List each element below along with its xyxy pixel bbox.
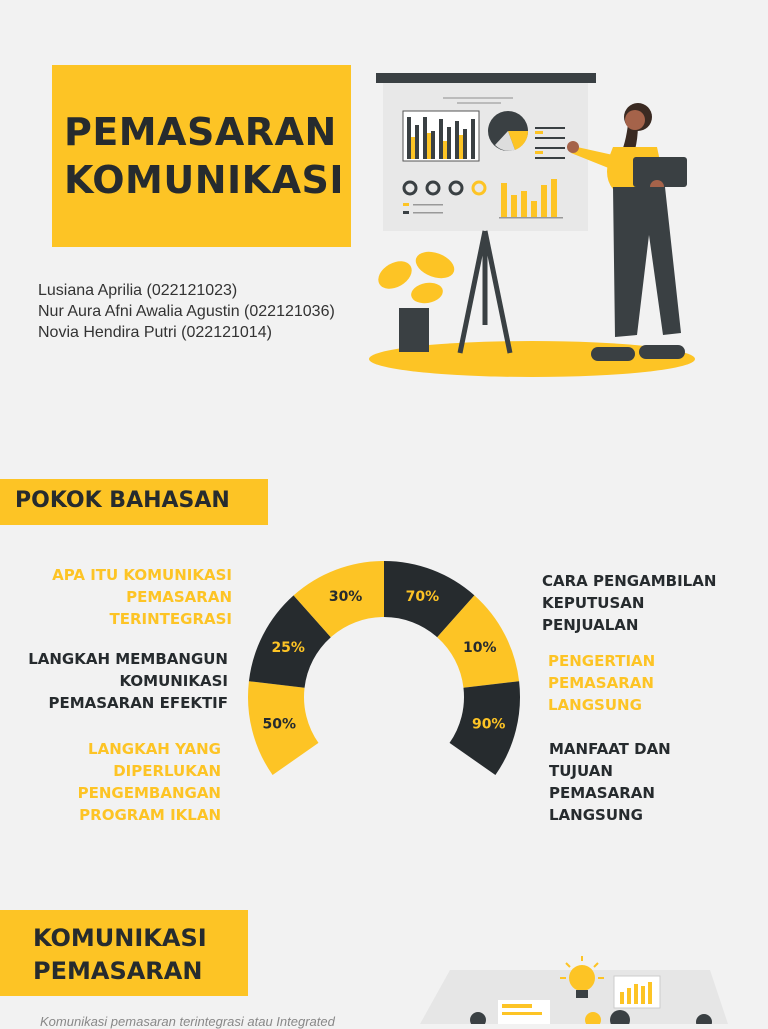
topic-label	[542, 570, 716, 636]
section-heading-line: KOMUNIKASI	[33, 924, 207, 952]
topic-line: PEMASARAN	[549, 784, 655, 802]
title-line-1: PEMASARAN	[64, 110, 337, 154]
author-item: Novia Hendira Putri (022121014)	[38, 324, 272, 341]
topic-arc-chart	[236, 552, 532, 782]
arc-segment-label: 70%	[405, 589, 440, 606]
topic-line: PENGEMBANGAN	[77, 784, 221, 802]
arc-segment-label: 50%	[262, 716, 297, 733]
topic-line: LANGKAH MEMBANGUN	[28, 650, 228, 668]
topic-line: PEMASARAN	[126, 588, 232, 606]
arc-segment-label: 30%	[328, 589, 363, 606]
presenter-illustration	[365, 65, 715, 385]
topic-label	[52, 564, 232, 630]
title-line-2: KOMUNIKASI	[64, 158, 345, 202]
topic-label	[78, 738, 221, 826]
author-item: Nur Aura Afni Awalia Agustin (022121036)	[38, 303, 335, 320]
topic-line: CARA PENGAMBILAN	[542, 572, 717, 590]
topic-line: LANGSUNG	[549, 806, 643, 824]
topic-line: DIPERLUKAN	[113, 762, 221, 780]
section-heading	[33, 922, 207, 988]
author-item: Lusiana Aprilia (022121023)	[38, 282, 238, 299]
topic-line: LANGSUNG	[548, 696, 642, 714]
topic-line: PROGRAM IKLAN	[79, 806, 221, 824]
topic-line: KOMUNIKASI	[119, 672, 228, 690]
topic-line: KEPUTUSAN	[542, 594, 645, 612]
page-title	[64, 108, 364, 204]
arc-segment-label: 90%	[471, 716, 506, 733]
pokok-heading: POKOK BAHASAN	[15, 488, 230, 513]
topic-line: PEMASARAN	[548, 674, 654, 692]
topic-label	[549, 738, 671, 826]
section-paragraph: Komunikasi pemasaran terintegrasi atau Integrated	[40, 1014, 335, 1029]
topic-line: PENJUALAN	[542, 616, 639, 634]
topic-label	[548, 650, 655, 716]
topic-line: APA ITU KOMUNIKASI	[52, 566, 232, 584]
topic-line: LANGKAH YANG	[88, 740, 221, 758]
topic-line: TUJUAN	[549, 762, 613, 780]
section-heading-line: PEMASARAN	[33, 957, 203, 985]
topic-line: MANFAAT DAN	[549, 740, 671, 758]
topic-line: PEMASARAN EFEKTIF	[48, 694, 228, 712]
arc-segment-label: 25%	[271, 640, 305, 657]
teamwork-illustration	[410, 950, 730, 1024]
topic-label	[28, 648, 228, 714]
topic-line: PENGERTIAN	[548, 652, 656, 670]
arc-segment-label: 10%	[463, 640, 497, 657]
topic-line: TERINTEGRASI	[109, 610, 232, 628]
author-list	[38, 280, 335, 343]
